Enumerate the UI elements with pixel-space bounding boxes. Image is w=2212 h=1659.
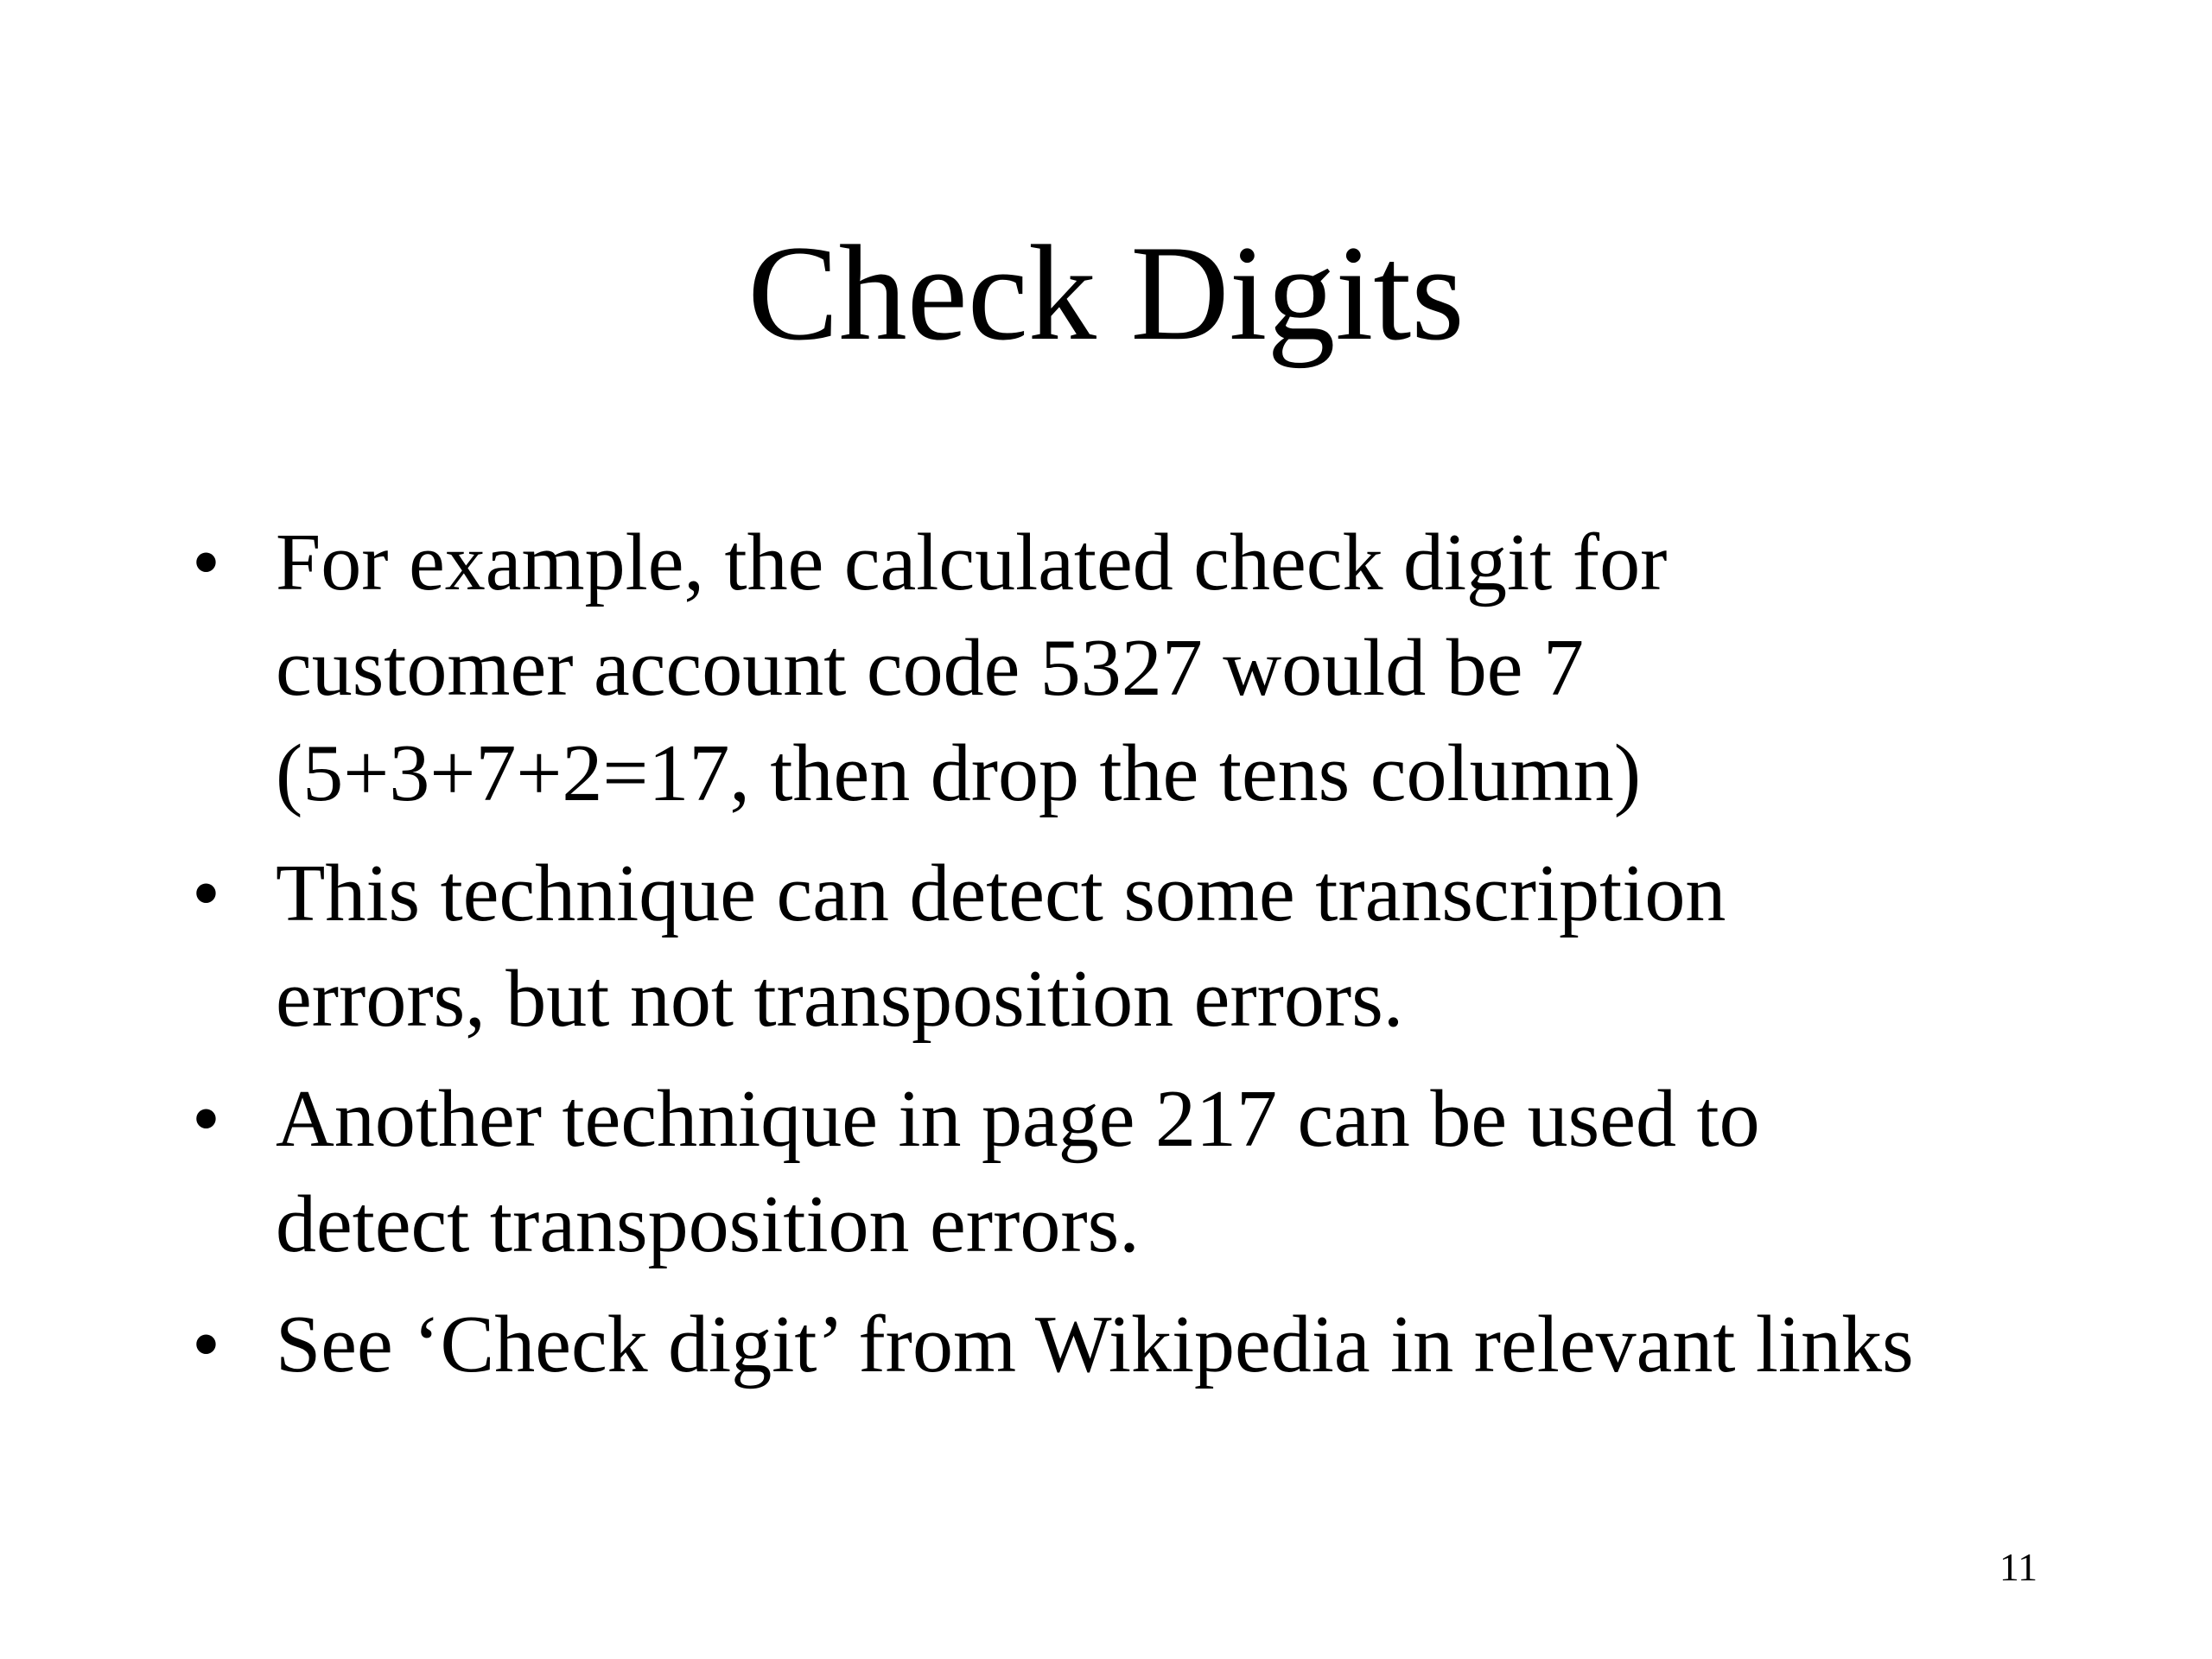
bullet-line: customer account code 5327 would be 7 xyxy=(276,623,1585,713)
bullet-icon: • xyxy=(192,849,220,938)
bullet-line: errors, but not transposition errors. xyxy=(276,954,1404,1044)
page-number: 11 xyxy=(1999,1545,2038,1589)
bullet-line: This technique can detect some transcription xyxy=(276,849,1726,938)
bullet-icon: • xyxy=(192,1300,220,1389)
bullet-list xyxy=(192,510,2075,1412)
bullet-line: Another technique in page 217 can be used to xyxy=(276,1074,1760,1164)
bullet-item-another-technique xyxy=(192,1066,2075,1277)
bullet-line: For example, the calculated check digit for xyxy=(276,518,1668,607)
bullet-icon: • xyxy=(192,1074,220,1164)
bullet-item-limitation xyxy=(192,841,2075,1052)
bullet-line: See ‘Check digit’ from Wikipedia in relevant links xyxy=(276,1300,1914,1389)
bullet-line: (5+3+7+2=17, then drop the tens column) xyxy=(276,728,1642,818)
bullet-item-reference xyxy=(192,1292,2075,1397)
bullet-item-example xyxy=(192,510,2075,826)
bullet-line: detect transposition errors. xyxy=(276,1179,1140,1269)
slide-title: Check Digits xyxy=(747,218,1465,369)
bullet-icon: • xyxy=(192,518,220,607)
